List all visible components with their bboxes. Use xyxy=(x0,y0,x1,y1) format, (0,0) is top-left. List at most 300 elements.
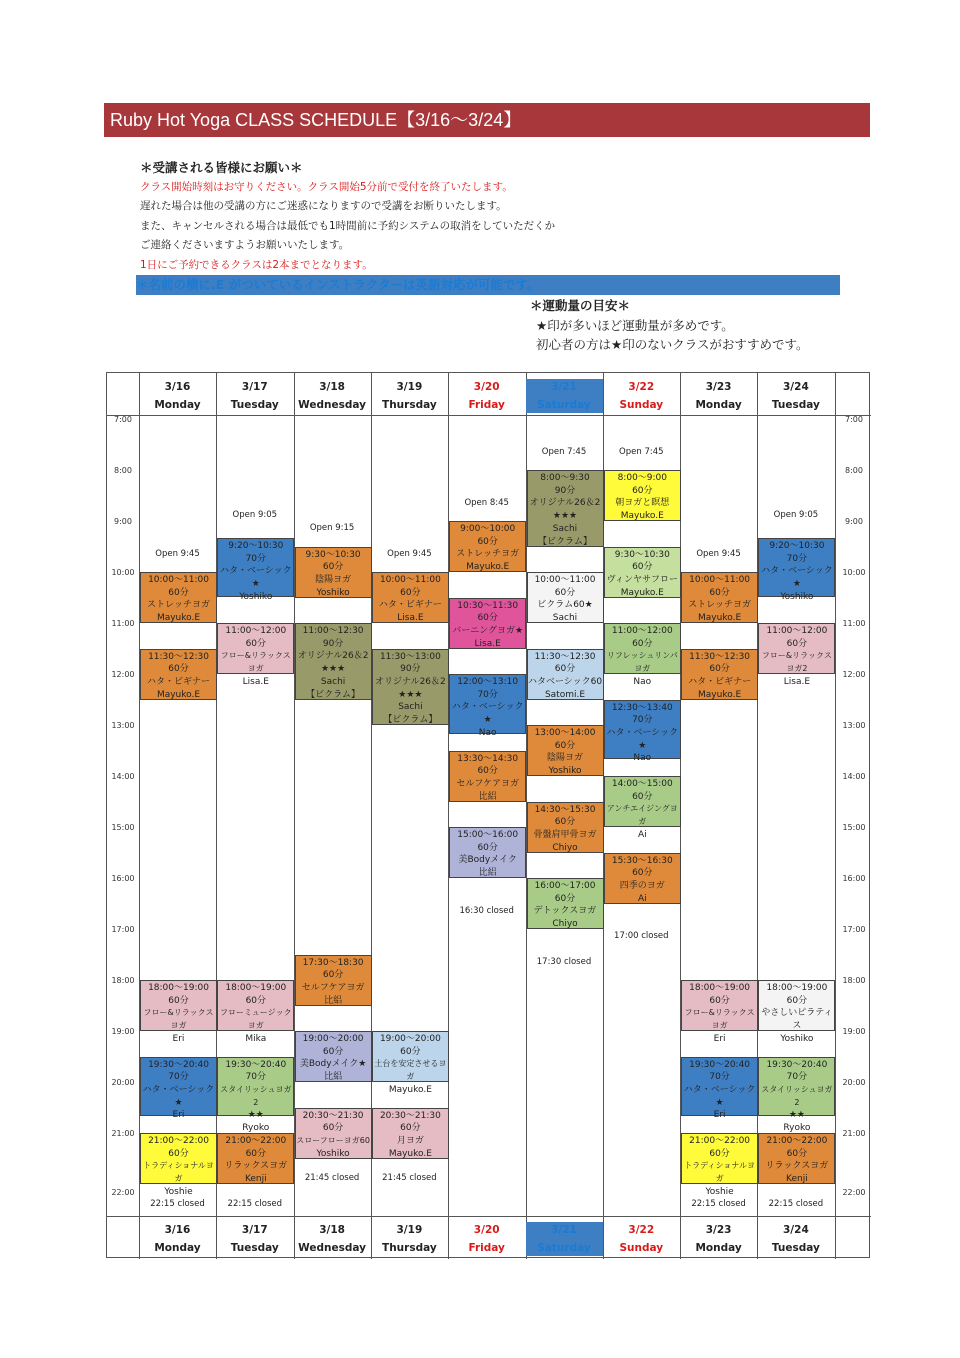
open-time-note: Open 7:45 xyxy=(619,446,664,457)
class-duration: 60分 xyxy=(245,638,267,649)
class-detail: Yoshiko xyxy=(316,1148,350,1159)
time-label-left: 13:00 xyxy=(111,721,135,730)
time-label-right: 18:00 xyxy=(842,976,866,985)
class-duration: 60分 xyxy=(477,536,498,547)
class-block[interactable] xyxy=(604,853,681,904)
class-duration: 60分 xyxy=(632,868,653,879)
day-header xyxy=(371,379,448,413)
open-time-note: Open 9:45 xyxy=(387,548,432,559)
class-detail: ★ xyxy=(483,715,492,726)
notice-lines xyxy=(136,178,840,295)
time-label-left: 20:00 xyxy=(111,1078,135,1087)
class-time: 16:00～17:00 xyxy=(534,881,596,891)
class-detail: 比絽 xyxy=(324,1072,343,1083)
class-time: 19:00～20:00 xyxy=(302,1034,364,1044)
class-duration: 60分 xyxy=(786,638,808,649)
class-duration: 60分 xyxy=(632,562,653,573)
class-block[interactable] xyxy=(681,1133,758,1197)
class-time: 10:00～11:00 xyxy=(689,575,751,585)
notice-line: 遅れた場合は他の受講の方にご迷惑になりますので受講をお断りいたします。 xyxy=(140,200,507,212)
class-duration: 60分 xyxy=(786,995,808,1006)
class-detail: フロー&リラックスヨガ xyxy=(143,1008,214,1031)
class-detail: 比絽 xyxy=(478,868,497,879)
class-block[interactable] xyxy=(217,538,294,602)
class-detail: ストレッチヨガ xyxy=(456,549,520,560)
class-detail: Mika xyxy=(245,1033,267,1044)
class-block[interactable] xyxy=(295,1108,372,1159)
class-block[interactable] xyxy=(758,1057,835,1134)
class-duration: 60分 xyxy=(709,1148,730,1159)
day-header xyxy=(680,379,757,413)
class-detail: ハタベーシック60 xyxy=(527,676,603,687)
class-detail: Mayuko.E xyxy=(698,689,742,700)
time-label-right: 21:00 xyxy=(842,1129,866,1138)
day-date: 3/16 xyxy=(164,1224,191,1236)
day-header xyxy=(757,379,834,413)
day-header xyxy=(139,379,216,413)
class-detail: バーニングヨガ★ xyxy=(452,625,524,636)
class-block[interactable] xyxy=(681,1057,758,1121)
class-detail: Yoshiko xyxy=(316,587,350,598)
day-name: Monday xyxy=(695,1242,742,1254)
class-detail: Nao xyxy=(478,727,497,738)
class-detail: Yoshie xyxy=(705,1186,734,1197)
day-header xyxy=(448,379,525,413)
time-label-left: 19:00 xyxy=(111,1027,135,1036)
class-detail: 【ビクラム】 xyxy=(383,715,438,726)
open-time-note: Open 9:45 xyxy=(696,548,741,559)
class-detail: オリジナル26＆2 xyxy=(375,676,446,687)
class-block[interactable] xyxy=(140,1057,217,1121)
day-date: 3/22 xyxy=(628,1224,655,1236)
class-detail: 朝ヨガと瞑想 xyxy=(615,498,670,509)
class-detail: 四季のヨガ xyxy=(619,880,665,891)
class-detail: リラックスヨガ xyxy=(765,1161,829,1172)
time-label-right: 16:00 xyxy=(842,874,866,883)
time-label-right: 7:00 xyxy=(845,415,863,424)
class-time: 14:00～15:00 xyxy=(611,779,673,789)
class-time: 11:30～13:00 xyxy=(379,651,441,662)
open-time-note: Open 9:05 xyxy=(232,510,278,521)
class-time: 9:30～10:30 xyxy=(614,549,670,560)
closed-time-note: 22:15 closed xyxy=(150,1198,205,1209)
class-block[interactable] xyxy=(604,470,681,521)
class-duration: 70分 xyxy=(786,553,808,564)
class-block[interactable] xyxy=(604,776,681,840)
class-block[interactable] xyxy=(217,623,294,687)
class-detail: ストレッチヨガ xyxy=(688,600,752,611)
class-time: 19:30～20:40 xyxy=(148,1059,209,1070)
class-detail: Lisa.E xyxy=(397,613,424,624)
class-time: 9:20～10:30 xyxy=(228,540,284,551)
open-time-note: Open 9:45 xyxy=(155,548,200,559)
schedule-title: Ruby Hot Yoga CLASS SCHEDULE【3/16～3/24】 xyxy=(104,103,870,137)
day-date: 3/23 xyxy=(705,1224,732,1236)
time-label-left: 18:00 xyxy=(111,976,135,985)
class-detail: Mayuko.E xyxy=(388,1084,432,1095)
class-time: 10:00～11:00 xyxy=(534,575,596,585)
class-block[interactable] xyxy=(758,538,835,602)
class-duration: 60分 xyxy=(168,587,189,598)
class-duration: 70分 xyxy=(709,1072,730,1083)
class-duration: 70分 xyxy=(786,1072,808,1083)
class-time: 21:00～22:00 xyxy=(225,1136,287,1146)
class-detail: ハタ・ベーシック xyxy=(606,727,679,738)
class-detail: Eri xyxy=(172,1033,185,1044)
grid-divider xyxy=(139,373,140,1259)
class-block[interactable] xyxy=(217,980,294,1044)
class-detail: ハタ・ベーシック xyxy=(142,1084,215,1095)
class-detail: ハタ・ビギナー xyxy=(688,676,752,687)
open-time-note: Open 8:45 xyxy=(464,497,509,508)
class-duration: 60分 xyxy=(477,613,498,624)
class-detail: Ai xyxy=(637,893,647,904)
class-detail: ハタ・ベーシック xyxy=(683,1084,756,1095)
class-detail: フロー&リラックスヨガ xyxy=(684,1008,755,1031)
class-duration: 60分 xyxy=(400,1046,421,1057)
legend-heading: ＊運動量の目安＊ xyxy=(530,298,631,313)
day-date: 3/17 xyxy=(241,381,268,393)
notice-heading: ＊受講される皆様にお願い＊ xyxy=(140,160,303,175)
class-duration: 60分 xyxy=(786,1148,808,1159)
time-label-right: 20:00 xyxy=(842,1078,866,1087)
class-time: 19:00～20:00 xyxy=(379,1034,441,1044)
closed-time-note: 21:45 closed xyxy=(382,1173,437,1184)
class-detail: ハタ・ベーシック xyxy=(761,566,833,577)
class-detail: Chiyo xyxy=(552,919,578,930)
class-duration: 60分 xyxy=(554,740,576,751)
class-detail: Yoshiko xyxy=(780,591,814,602)
class-detail: デトックスヨガ xyxy=(533,906,597,917)
day-name: Monday xyxy=(154,399,201,411)
class-block[interactable] xyxy=(295,623,372,700)
class-time: 17:30～18:30 xyxy=(302,957,364,968)
class-detail: Ai xyxy=(637,829,647,840)
class-detail: リフレッシュリンパヨガ xyxy=(606,651,678,674)
class-block[interactable] xyxy=(527,470,604,547)
class-time: 15:00～16:00 xyxy=(457,830,519,840)
notice-line: 1日にご予約できるクラスは2本までとなります。 xyxy=(140,258,373,271)
day-date: 3/19 xyxy=(396,381,423,393)
class-detail: Nao xyxy=(633,753,652,764)
class-detail: 【ビクラム】 xyxy=(306,689,361,700)
class-time: 9:30～10:30 xyxy=(305,549,361,560)
class-block[interactable] xyxy=(449,751,526,802)
closed-time-note: 22:15 closed xyxy=(691,1198,746,1209)
class-time: 11:00～12:00 xyxy=(766,626,828,636)
day-footer xyxy=(448,1222,525,1256)
day-name: Tuesday xyxy=(230,399,279,411)
closed-time-note: 16:30 closed xyxy=(459,905,514,916)
class-detail: Eri xyxy=(713,1110,726,1121)
notice-line: また、キャンセルされる場合は最低でも1時間前に予約システムの取消をしていただくか xyxy=(140,219,556,232)
class-detail: Ryoko xyxy=(783,1123,811,1134)
class-block[interactable] xyxy=(604,547,681,598)
class-block[interactable] xyxy=(527,878,604,929)
class-block[interactable] xyxy=(527,802,604,853)
class-block[interactable] xyxy=(758,1133,835,1184)
class-block[interactable] xyxy=(449,598,526,649)
class-detail: オリジナル26＆2 xyxy=(529,498,601,509)
legend-line-2: 初心者の方は★印のないクラスがおすすめです。 xyxy=(536,337,809,352)
class-duration: 70分 xyxy=(245,553,267,564)
time-label-right: 11:00 xyxy=(842,619,866,628)
class-block[interactable] xyxy=(758,980,835,1044)
class-time: 18:00～19:00 xyxy=(225,983,287,993)
day-name: Tuesday xyxy=(771,1242,820,1254)
closed-time-note: 22:15 closed xyxy=(227,1198,283,1209)
class-detail: Sachi xyxy=(320,676,346,687)
time-label-left: 15:00 xyxy=(111,823,135,832)
class-detail: ★ xyxy=(638,740,647,751)
day-date: 3/22 xyxy=(628,381,655,393)
closed-time-note: 17:00 closed xyxy=(614,931,669,941)
class-block[interactable] xyxy=(681,980,758,1044)
class-time: 13:30～14:30 xyxy=(457,753,519,764)
class-time: 11:30～12:30 xyxy=(689,651,751,662)
class-duration: 70分 xyxy=(245,1072,267,1083)
class-duration: 70分 xyxy=(477,689,498,700)
class-block[interactable] xyxy=(527,725,604,776)
class-block[interactable] xyxy=(449,827,526,878)
class-block[interactable] xyxy=(758,623,835,687)
day-date: 3/18 xyxy=(319,381,345,393)
day-footer xyxy=(757,1222,834,1256)
day-date: 3/17 xyxy=(241,1224,268,1236)
class-duration: 90分 xyxy=(322,638,344,649)
class-detail: ビクラム60★ xyxy=(537,600,593,611)
class-detail: 土台を安定させるヨガ xyxy=(374,1059,447,1082)
open-time-note: Open 9:15 xyxy=(309,523,355,533)
class-detail: Sachi xyxy=(398,702,423,713)
class-duration: 60分 xyxy=(632,638,653,649)
class-detail: 【ビクラム】 xyxy=(538,536,592,547)
class-block[interactable] xyxy=(295,955,372,1006)
class-duration: 60分 xyxy=(168,995,189,1006)
class-time: 19:30～20:40 xyxy=(225,1059,287,1070)
time-label-right: 17:00 xyxy=(842,925,866,934)
class-block[interactable] xyxy=(140,649,217,700)
class-block[interactable] xyxy=(604,700,681,764)
class-time: 15:30～16:30 xyxy=(611,855,673,866)
class-duration: 60分 xyxy=(400,587,421,598)
day-date: 3/20 xyxy=(473,1224,500,1236)
class-detail: Lisa.E xyxy=(242,676,269,687)
class-time: 13:00～14:00 xyxy=(534,728,596,738)
class-duration: 60分 xyxy=(554,587,576,598)
class-detail: Mayuko.E xyxy=(156,689,201,700)
class-duration: 60分 xyxy=(632,791,653,802)
class-block[interactable] xyxy=(140,980,217,1044)
class-detail: 比絽 xyxy=(324,995,343,1006)
class-time: 20:30～21:30 xyxy=(379,1110,441,1121)
day-name: Wednesday xyxy=(298,399,366,411)
day-header xyxy=(526,379,603,413)
class-duration: 90分 xyxy=(400,664,421,675)
day-name: Sunday xyxy=(619,1242,664,1254)
class-detail: Mayuko.E xyxy=(388,1148,432,1159)
class-duration: 60分 xyxy=(554,664,576,675)
schedule-grid xyxy=(106,372,870,1258)
class-time: 11:30～12:30 xyxy=(534,651,596,662)
time-label-left: 16:00 xyxy=(111,874,135,883)
day-date: 3/21 xyxy=(551,1224,577,1236)
class-detail: Kenji xyxy=(786,1174,808,1185)
time-label-left: 17:00 xyxy=(111,925,135,934)
open-time-note: Open 9:05 xyxy=(773,510,819,521)
class-duration: 60分 xyxy=(322,562,344,573)
class-duration: 60分 xyxy=(322,1123,344,1134)
class-time: 11:30～12:30 xyxy=(148,651,209,662)
class-time: 10:00～11:00 xyxy=(379,575,441,585)
day-name: Monday xyxy=(695,399,742,411)
class-time: 18:00～19:00 xyxy=(148,983,209,993)
class-time: 12:30～13:40 xyxy=(611,702,673,713)
class-detail: ★ xyxy=(174,1097,183,1108)
class-detail: スタイリッシュヨガ2 xyxy=(761,1084,833,1107)
time-label-left: 9:00 xyxy=(114,517,132,526)
time-label-right: 9:00 xyxy=(845,517,863,526)
class-time: 11:00～12:30 xyxy=(302,626,364,636)
class-block[interactable] xyxy=(217,1057,294,1134)
class-detail: Yoshiko xyxy=(548,766,582,777)
class-block[interactable] xyxy=(527,649,604,700)
time-label-right: 22:00 xyxy=(842,1188,866,1197)
day-footer xyxy=(526,1222,603,1256)
class-detail: Nao xyxy=(633,676,652,687)
class-time: 21:00～22:00 xyxy=(689,1136,751,1146)
class-time: 9:00～10:00 xyxy=(460,524,516,534)
day-name: Tuesday xyxy=(230,1242,279,1254)
grid-divider xyxy=(107,1216,871,1217)
class-detail: フロー&リラックスヨガ xyxy=(220,651,291,674)
class-time: 18:00～19:00 xyxy=(766,983,828,993)
grid-divider xyxy=(757,373,758,1259)
class-block[interactable] xyxy=(681,649,758,700)
class-block[interactable] xyxy=(681,572,758,623)
class-detail: Mayuko.E xyxy=(698,613,742,624)
class-detail: Ryoko xyxy=(242,1123,270,1134)
class-duration: 60分 xyxy=(709,664,730,675)
class-detail: 骨盤肩甲骨ヨガ xyxy=(533,829,597,840)
class-detail: セルフケアヨガ xyxy=(301,982,365,993)
class-block[interactable] xyxy=(372,1031,449,1095)
class-detail: Mayuko.E xyxy=(620,511,664,522)
notice-line: ご連絡くださいますようお願いいたします。 xyxy=(140,239,350,251)
day-footer xyxy=(371,1222,448,1256)
class-block[interactable] xyxy=(527,572,604,623)
class-detail: トラディショナルヨガ xyxy=(684,1161,755,1184)
class-detail: Sachi xyxy=(552,613,578,624)
class-duration: 60分 xyxy=(477,842,498,853)
day-date: 3/18 xyxy=(319,1224,345,1236)
closed-time-note: 17:30 closed xyxy=(536,956,592,967)
day-name: Tuesday xyxy=(771,399,820,411)
time-label-right: 8:00 xyxy=(845,466,863,475)
class-time: 21:00～22:00 xyxy=(148,1136,209,1146)
time-label-right: 13:00 xyxy=(842,721,866,730)
class-detail: ★ xyxy=(251,578,260,589)
time-label-left: 10:00 xyxy=(111,568,135,577)
class-block[interactable] xyxy=(217,1133,294,1184)
day-header xyxy=(216,379,293,413)
time-label-left: 7:00 xyxy=(114,415,132,424)
class-detail: スタイリッシュヨガ2 xyxy=(220,1084,292,1107)
time-label-right: 19:00 xyxy=(842,1027,866,1036)
class-time: 19:30～20:40 xyxy=(689,1059,751,1070)
class-duration: 60分 xyxy=(632,485,653,496)
day-footer xyxy=(603,1222,680,1256)
grid-divider xyxy=(107,415,871,416)
class-detail: ★★★ xyxy=(320,664,346,675)
notice-line: ＊名前の横に.E がついているインストラクターは英語対応が可能です。 xyxy=(136,275,840,295)
grid-divider xyxy=(835,373,836,1259)
class-duration: 60分 xyxy=(322,1046,344,1057)
day-date: 3/23 xyxy=(705,381,732,393)
day-footer xyxy=(294,1222,371,1256)
class-block[interactable] xyxy=(295,1031,372,1082)
class-time: 19:30～20:40 xyxy=(766,1059,828,1070)
class-duration: 60分 xyxy=(245,995,267,1006)
class-block[interactable] xyxy=(604,623,681,687)
time-label-right: 10:00 xyxy=(842,568,866,577)
class-duration: 60分 xyxy=(322,970,344,981)
day-name: Sunday xyxy=(619,399,664,411)
day-header xyxy=(603,379,680,413)
class-detail: トラディショナルヨガ xyxy=(143,1161,214,1184)
time-label-left: 12:00 xyxy=(111,670,135,679)
class-duration: 60分 xyxy=(168,1148,189,1159)
class-block[interactable] xyxy=(295,547,372,598)
class-detail: Satomi.E xyxy=(544,689,586,700)
class-detail: やさしいピラティス xyxy=(761,1008,833,1032)
class-detail: オリジナル26＆2 xyxy=(297,651,369,662)
day-date: 3/24 xyxy=(783,381,809,393)
intensity-legend xyxy=(530,296,808,355)
notice-line: クラス開始時刻はお守りください。クラス開始5分前で受付を終了いたします。 xyxy=(140,180,513,193)
class-time: 21:00～22:00 xyxy=(766,1136,828,1146)
class-detail: 月ヨガ xyxy=(396,1135,424,1146)
class-detail: ★★★ xyxy=(398,689,423,700)
class-block[interactable] xyxy=(449,674,526,738)
day-date: 3/24 xyxy=(783,1224,809,1236)
class-duration: 60分 xyxy=(709,995,730,1006)
class-block[interactable] xyxy=(449,521,526,572)
day-name: Saturday xyxy=(537,399,591,411)
class-time: 10:30～11:30 xyxy=(457,600,519,611)
class-detail: Mayuko.E xyxy=(156,613,201,624)
time-label-left: 11:00 xyxy=(111,619,135,628)
class-detail: Eri xyxy=(172,1110,185,1121)
class-detail: 陰陽ヨガ xyxy=(546,753,583,764)
day-footer xyxy=(216,1222,293,1256)
day-date: 3/20 xyxy=(473,381,500,393)
class-block[interactable] xyxy=(372,649,449,726)
class-detail: セルフケアヨガ xyxy=(456,778,520,789)
class-duration: 70分 xyxy=(632,715,653,726)
class-detail: Lisa.E xyxy=(783,676,811,687)
day-name: Thursday xyxy=(382,1242,437,1254)
class-detail: ストレッチヨガ xyxy=(147,600,210,611)
class-time: 9:20～10:30 xyxy=(769,540,825,551)
class-time: 14:30～15:30 xyxy=(534,804,596,815)
class-block[interactable] xyxy=(372,572,449,623)
class-detail: Chiyo xyxy=(552,842,578,853)
class-block[interactable] xyxy=(140,1133,217,1197)
class-block[interactable] xyxy=(372,1108,449,1159)
class-block[interactable] xyxy=(140,572,217,623)
class-detail: Yoshiko xyxy=(239,591,273,602)
